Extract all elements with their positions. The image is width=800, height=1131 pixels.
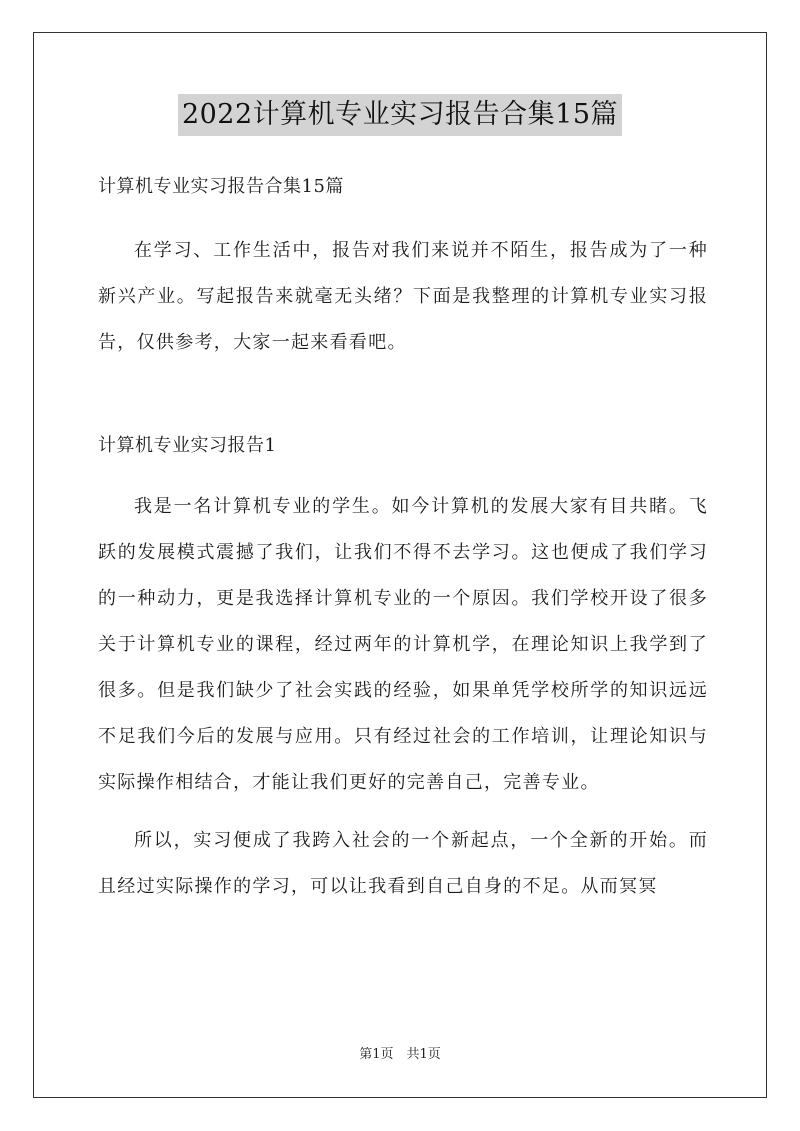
body-paragraph-2: 所以，实习便成了我跨入社会的一个新起点，一个全新的开始。而且经过实际操作的学习，可以让我看到自己自身的不足。从而冥冥 [98, 830, 708, 897]
document-body [98, 172, 708, 910]
title-container [0, 94, 800, 136]
document-subtitle: 计算机专业实习报告合集15篇 [98, 176, 344, 197]
body-paragraph-1: 我是一名计算机专业的学生。如今计算机的发展大家有目共睹。飞跃的发展模式震撼了我们，让我们不得不去学习。这也便成了我们学习的一种动力，更是我选择计算机专业的一个原因。我们学校开设了很多关于计算机专业的课程，经过两年的计算机学，在理论知识上我学到了很多。但是我们缺少了社会实践的经验，如果单凭学校所学的知识远远不足我们今后的发展与应用。只有经过社会的工作培训，让理论知识与实际操作相结合，才能让我们更好的完善自己，完善专业。 [98, 496, 708, 793]
intro-paragraph: 在学习、工作生活中，报告对我们来说并不陌生，报告成为了一种新兴产业。写起报告来就毫无头绪？下面是我整理的计算机专业实习报告，仅供参考，大家一起来看看吧。 [98, 240, 708, 353]
section-heading: 计算机专业实习报告1 [98, 435, 277, 456]
document-title: 2022计算机专业实习报告合集15篇 [178, 94, 622, 136]
page-footer: 第1页 共1页 [359, 1047, 441, 1062]
